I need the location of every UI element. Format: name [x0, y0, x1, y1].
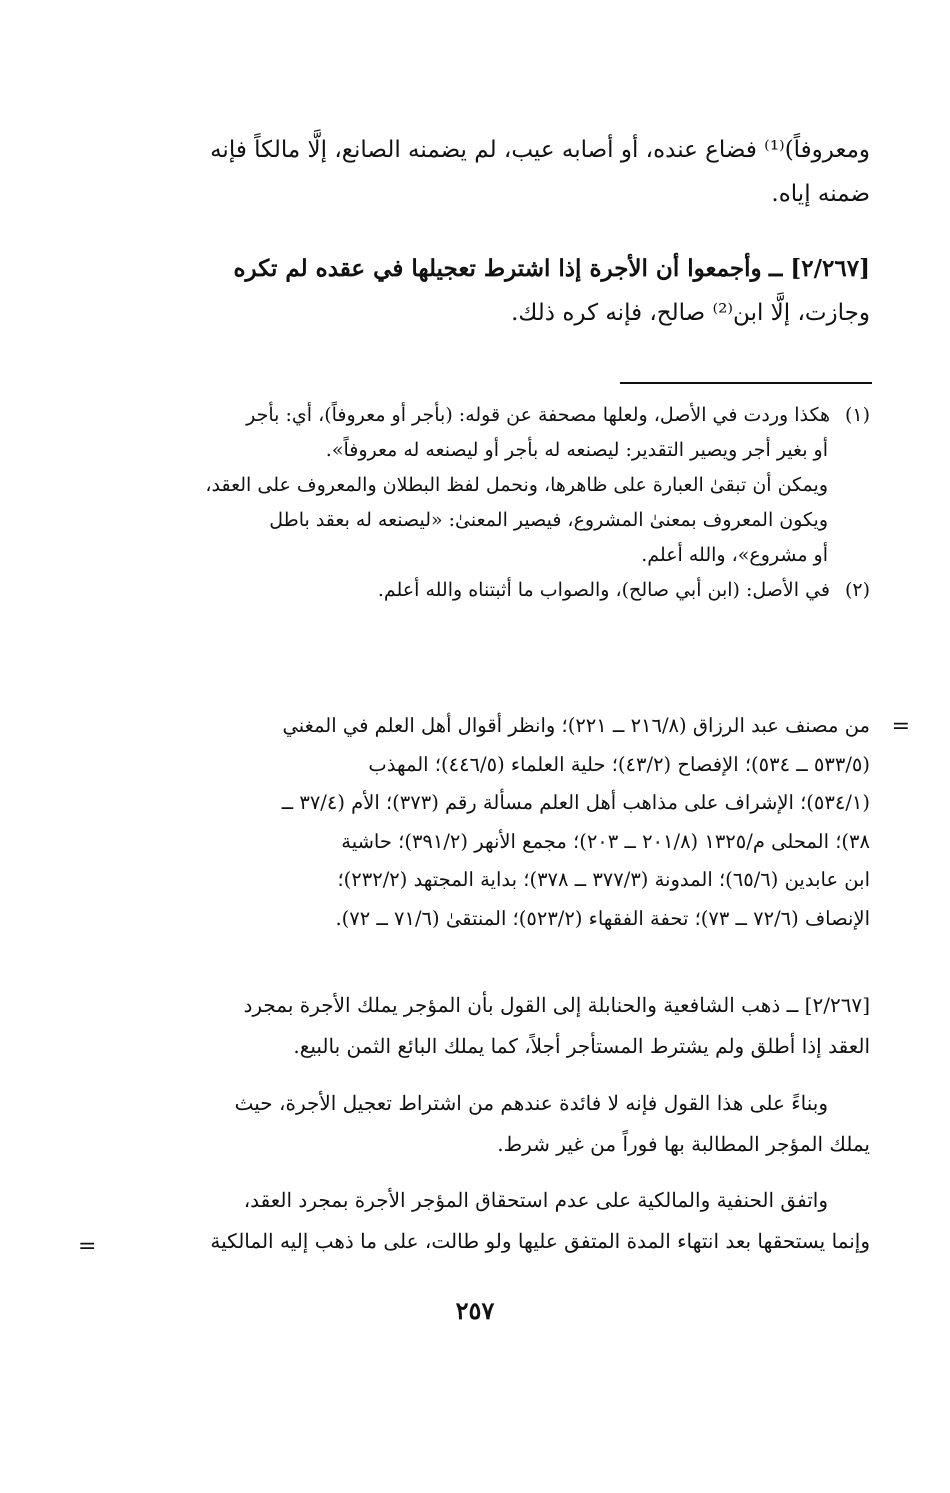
commentary-line: واتفق الحنفية والمالكية على عدم استحقاق المؤجر الأجرة بمجرد العقد، — [243, 1188, 828, 1212]
reference-line: ٣٨)؛ المحلى م/١٣٢٥ (٢٠١/٨ ــ ٢٠٣)؛ مجمع الأنهر (٣٩١/٢)؛ حاشية — [341, 829, 870, 853]
main-line: ومعروفاً)⁽¹⁾ فضاع عنده، أو أصابه عيب، لم يضمنه الصانع، إلَّا مالكاً فإنه — [210, 137, 870, 163]
footnote-2-line: (٢)في الأصل: (ابن أبي صالح)، والصواب ما أثبتناه والله أعلم. — [130, 573, 870, 608]
commentary-paragraph-3 — [130, 1180, 870, 1262]
references-block — [130, 707, 870, 938]
main-line: وجازت، إلَّا ابن⁽²⁾ صالح، فإنه كره ذلك. — [511, 300, 870, 326]
footnote-number: (٢) — [844, 579, 870, 601]
reference-line: من مصنف عبد الرزاق (٢١٦/٨ ــ ٢٢١)؛ وانظر أقوال أهل العلم في المغني — [282, 714, 870, 737]
commentary-paragraph-1 — [130, 985, 870, 1067]
footnote-number: (١) — [844, 404, 870, 426]
commentary-line: يملك المؤجر المطالبة بها فوراً من غير شرط. — [497, 1132, 870, 1156]
continuation-mark: = — [891, 714, 910, 739]
issue-reference: [٢/٢٦٧] ــ — [768, 255, 870, 282]
commentary-line: وإنما يستحقها بعد انتهاء المدة المتفق عليها ولو طالت، على ما ذهب إليه المالكية — [210, 1229, 870, 1253]
footnotes — [130, 398, 870, 608]
main-line-bold: وأجمعوا أن الأجرة إذا اشترط تعجيلها في عقده لم تكره — [233, 255, 762, 282]
footnote-1-line: أو بغير أجر ويصير التقدير: ليصنعه له بأجر أو ليصنعه له معروفاً». — [325, 439, 828, 461]
main-paragraph-2 — [130, 247, 870, 335]
commentary-paragraph-2 — [130, 1083, 870, 1165]
footnote-separator — [620, 382, 872, 384]
continuation-mark: = — [78, 1234, 97, 1259]
footnote-1-line: أو مشروع»، والله أعلم. — [641, 544, 828, 566]
commentary-line: وبناءً على هذا القول فإنه لا فائدة عندهم من اشتراط تعجيل الأجرة، حيث — [234, 1091, 828, 1115]
reference-line: الإنصاف (٧٢/٦ ــ ٧٣)؛ تحفة الفقهاء (٥٢٣/٢)؛ المنتقىٰ (٧١/٦ ــ ٧٢). — [335, 906, 870, 930]
commentary-line: العقد إذا أطلق ولم يشترط المستأجر أجلاً، كما يملك البائع الثمن بالبيع. — [293, 1034, 870, 1058]
commentary-line: [٢/٢٦٧] ــ ذهب الشافعية والحنابلة إلى القول بأن المؤجر يملك الأجرة بمجرد — [243, 993, 870, 1017]
reference-line: ابن عابدين (٦٥/٦)؛ المدونة (٣٧٧/٣ ــ ٣٧٨)؛ بداية المجتهد (٢٣٢/٢)؛ — [337, 868, 870, 891]
footnote-1-line: (١)هكذا وردت في الأصل، ولعلها مصحفة عن قوله: (بأجر أو معروفاً)، أي: بأجر — [130, 398, 870, 433]
main-paragraph-1 — [130, 128, 870, 216]
footnote-1-line: ويكون المعروف بمعنىٰ المشروع، فيصير المعنىٰ: «ليصنعه له بعقد باطل — [269, 509, 828, 531]
page-number: ٢٥٧ — [455, 1296, 495, 1325]
reference-line: (٥٣٤/١)؛ الإشراف على مذاهب أهل العلم مسألة رقم (٣٧٣)؛ الأم (٣٧/٤ ــ — [281, 791, 870, 814]
main-line — [130, 247, 870, 291]
footnote-1-line: ويمكن أن تبقىٰ العبارة على ظاهرها، ونحمل لفظ البطلان والمعروف على العقد، — [205, 474, 828, 496]
reference-line: (٥٣٣/٥ ــ ٥٣٤)؛ الإفصاح (٤٣/٢)؛ حلية العلماء (٤٤٦/٥)؛ المهذب — [368, 752, 870, 776]
main-line: ضمنه إياه. — [771, 181, 870, 207]
